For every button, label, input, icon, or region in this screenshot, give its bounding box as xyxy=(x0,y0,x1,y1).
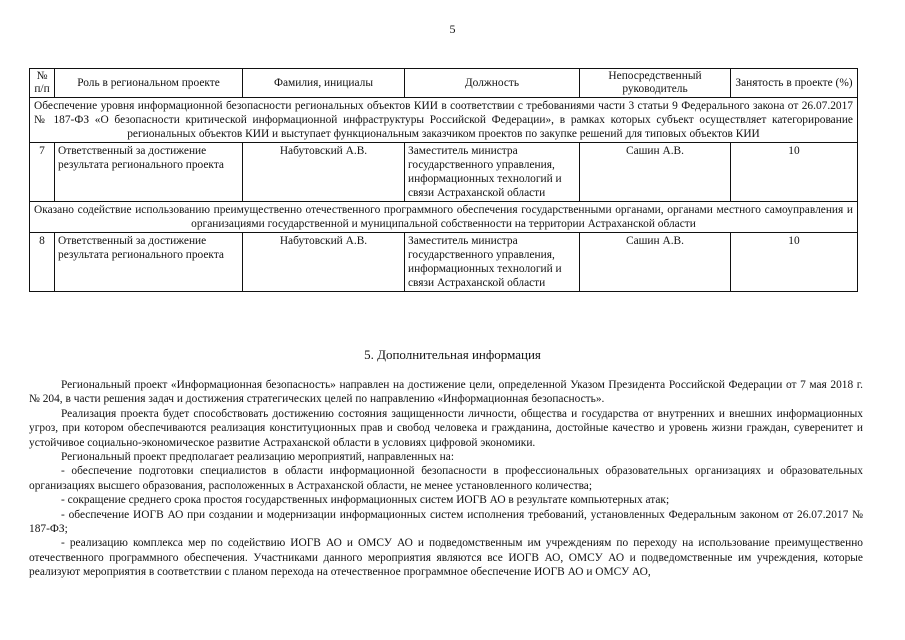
section-title: Обеспечение уровня информационной безопасности региональных объектов КИИ в соответствии с требованиями части 3 статьи 9 Федерального закона от 26.07.2017 № 187-ФЗ «О безопасности критической информационной инфраструктуры Российской Федерации», в рамках которых субъект осуществляет категорирование региональных объектов КИИ и выступает функциональным заказчиком проектов по закупке решений для типовых объектов КИИ xyxy=(30,98,858,143)
header-name: Фамилия, инициалы xyxy=(243,69,405,98)
row-num: 8 xyxy=(30,233,55,292)
table-header-row xyxy=(30,69,858,98)
paragraph: Региональный проект предполагает реализацию мероприятий, направленных на: xyxy=(61,451,454,464)
section-title: Оказано содействие использованию преимущественно отечественного программного обеспечения государственными органами, органами местного самоуправления и организациями государственной и муниципальной собственности на территории Астраханской области xyxy=(30,202,858,233)
header-share: Занятость в проекте (%) xyxy=(731,69,858,98)
section-row xyxy=(30,98,858,143)
row-supervisor: Сашин А.В. xyxy=(580,143,731,202)
row-share: 10 xyxy=(731,143,858,202)
table-row xyxy=(30,143,858,202)
header-supervisor: Непосредственный руководитель xyxy=(580,69,731,98)
header-num: № п/п xyxy=(30,69,55,98)
section-row xyxy=(30,202,858,233)
paragraph: - обеспечение ИОГВ АО при создании и модернизации информационных систем исполнения требований, установленных Федеральным законом от 26.07.2017 № 187-ФЗ; xyxy=(29,508,863,536)
table-row xyxy=(30,233,858,292)
header-role: Роль в региональном проекте xyxy=(55,69,243,98)
row-name: Набутовский А.В. xyxy=(243,143,405,202)
project-roles-table xyxy=(29,68,858,292)
additional-info-text xyxy=(29,378,863,580)
page-number: 5 xyxy=(449,22,456,36)
paragraph: - сокращение среднего срока простоя государственных информационных систем ИОГВ АО в результате компьютерных атак; xyxy=(61,494,670,507)
row-role: Ответственный за достижение результата регионального проекта xyxy=(55,143,243,202)
paragraph: Региональный проект «Информационная безопасность» направлен на достижение цели, определенной Указом Президента Российской Федерации от 7 мая 2018 г. № 204, в части решения задач и достижения стратегических целей по направлению «Информационная безопасность». xyxy=(29,379,863,406)
row-role: Ответственный за достижение результата регионального проекта xyxy=(55,233,243,292)
row-supervisor: Сашин А.В. xyxy=(580,233,731,292)
paragraph: - обеспечение подготовки специалистов в области информационной безопасности в профессиональных образовательных организациях и образовательных организациях высшего образования, расположенных в Астраханской области, не менее установленного количества; xyxy=(29,465,863,492)
row-position: Заместитель министра государственного управления, информационных технологий и связи Астраханской области xyxy=(405,233,580,292)
row-name: Набутовский А.В. xyxy=(243,233,405,292)
header-position: Должность xyxy=(405,69,580,98)
row-position: Заместитель министра государственного управления, информационных технологий и связи Астраханской области xyxy=(405,143,580,202)
paragraph: Реализация проекта будет способствовать достижению состояния защищенности личности, общества и государства от внутренних и внешних информационных угроз, при котором обеспечиваются реализация конституционных прав и свобод человека и гражданина, достойные качество и уровень жизни граждан, суверенитет и устойчивое социально-экономическое развитие Астраханской области в условиях цифровой экономики. xyxy=(29,407,863,449)
row-num: 7 xyxy=(30,143,55,202)
paragraph: - реализацию комплекса мер по содействию ИОГВ АО и ОМСУ АО и подведомственным им учреждениям по переходу на использование преимущественно отечественного программного обеспечения. Участниками данного мероприятия являются все ИОГВ АО, ОМСУ АО и подведомственные им учреждения, которые реализуют мероприятия в соответствии с планом перехода на отечественное программное обеспечение ИОГВ АО и ОМСУ АО, xyxy=(29,537,863,579)
section-heading: 5. Дополнительная информация xyxy=(364,347,541,362)
row-share: 10 xyxy=(731,233,858,292)
